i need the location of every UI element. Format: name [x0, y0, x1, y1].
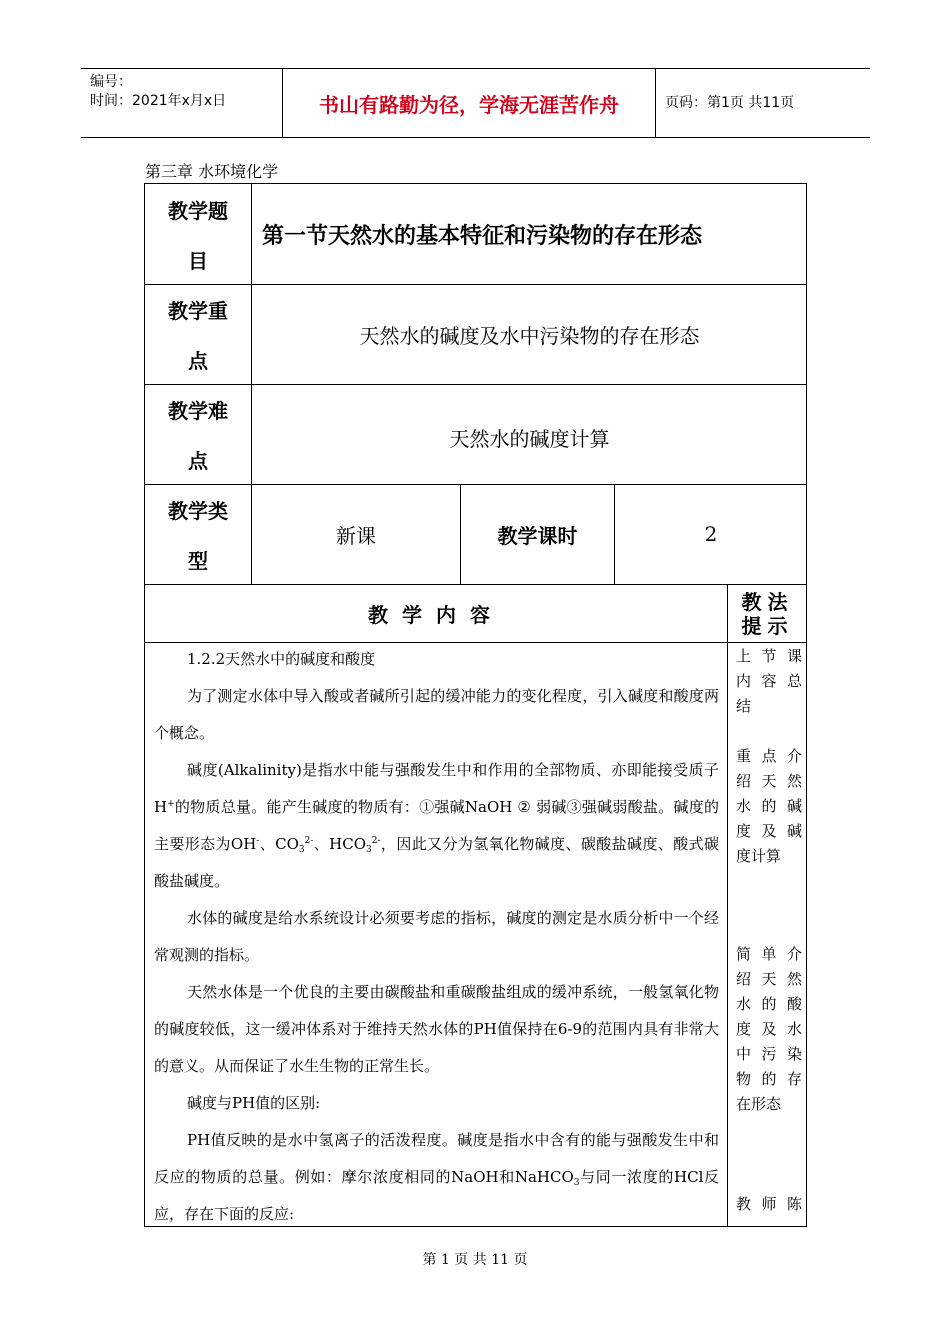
hours-value: 2 — [704, 522, 718, 546]
difficulty-label: 教学难点 — [168, 399, 228, 473]
tips-header-line1: 教法 — [741, 590, 794, 614]
page-footer: 第 1 页 共 11 页 — [422, 1252, 528, 1268]
type-value: 新课 — [336, 523, 376, 548]
focus-value: 天然水的碱度及水中污染物的存在形态 — [359, 323, 700, 348]
content-paragraph: 天然水体是一个优良的主要由碳酸盐和重碳酸盐组成的缓冲系统，一般氢氧化物的碱度较低，这一缓冲体系对于维持天然水体的PH值保持在6-9的范围内具有非常大的意义。从而保证了水生生物的正常生长。 — [154, 983, 719, 1075]
topic-label: 教学题目 — [168, 199, 228, 273]
tips-header-line2: 提示 — [741, 614, 794, 638]
tip-teacher: 教师陈 — [736, 1195, 802, 1213]
header-date-label: 时间：2021年x月x日 — [90, 93, 227, 109]
tip-alkalinity: 重点介 绍天然 水的碱 度及碱 度计算 — [736, 747, 802, 865]
tip-review: 上节课 内容总 结 — [736, 647, 802, 715]
type-label: 教学类型 — [168, 499, 228, 573]
content-paragraph: 碱度与PH值的区别: — [187, 1094, 321, 1112]
content-body — [154, 641, 719, 1233]
chapter-title: 第三章 水环境化学 — [145, 162, 279, 181]
page-header — [81, 68, 870, 138]
content-paragraph: 碱度(Alkalinity)是指水中能与强酸发生中和作用的全部物质、亦即能接受质子H+的物质总量。能产生碱度的物质有：①强碱NaOH ② 弱碱③强碱弱酸盐。碱度的主要形态为OH-、$CO_3^{2-}$、$HCO_3^{2-}$，因此又分为氢氧化物碱度、碳酸盐碱度、酸式碳酸盐碱度。 — [154, 761, 719, 890]
tip-acidity: 简单介 绍天然 水的酸 度及水 中污染 物的存 在形态 — [736, 945, 802, 1113]
content-paragraph: 1.2.2天然水中的碱度和酸度 — [187, 650, 376, 668]
table-rule — [727, 584, 728, 1227]
content-paragraph: 水体的碱度是给水系统设计必须要考虑的指标，碱度的测定是水质分析中一个经常观测的指标。 — [154, 909, 719, 964]
header-page-info: 页码：第1页 共11页 — [665, 95, 795, 111]
content-paragraph: 为了测定水体中导入酸或者碱所引起的缓冲能力的变化程度，引入碱度和酸度两个概念。 — [154, 687, 719, 742]
content-header: 教学内容 — [368, 602, 504, 627]
content-paragraph: PH值反映的是水中氢离子的活泼程度。碱度是指水中含有的能与强酸发生中和反应的物质的总量。例如：摩尔浓度相同的NaOH和NaHCO$_3$与同一浓度的HCl反应，存在下面的反应: — [154, 1131, 719, 1223]
header-motto: 书山有路勤为径，学海无涯苦作舟 — [319, 92, 619, 117]
header-meta — [81, 69, 282, 137]
focus-label: 教学重点 — [168, 299, 228, 373]
tips-header — [728, 590, 807, 638]
difficulty-value: 天然水的碱度计算 — [449, 426, 610, 451]
header-number-label: 编号： — [90, 74, 132, 90]
topic-value: 第一节天然水的基本特征和污染物的存在形态 — [262, 223, 703, 249]
hours-label: 教学课时 — [497, 523, 578, 548]
lesson-table — [144, 183, 807, 1227]
header-divider — [655, 69, 656, 137]
